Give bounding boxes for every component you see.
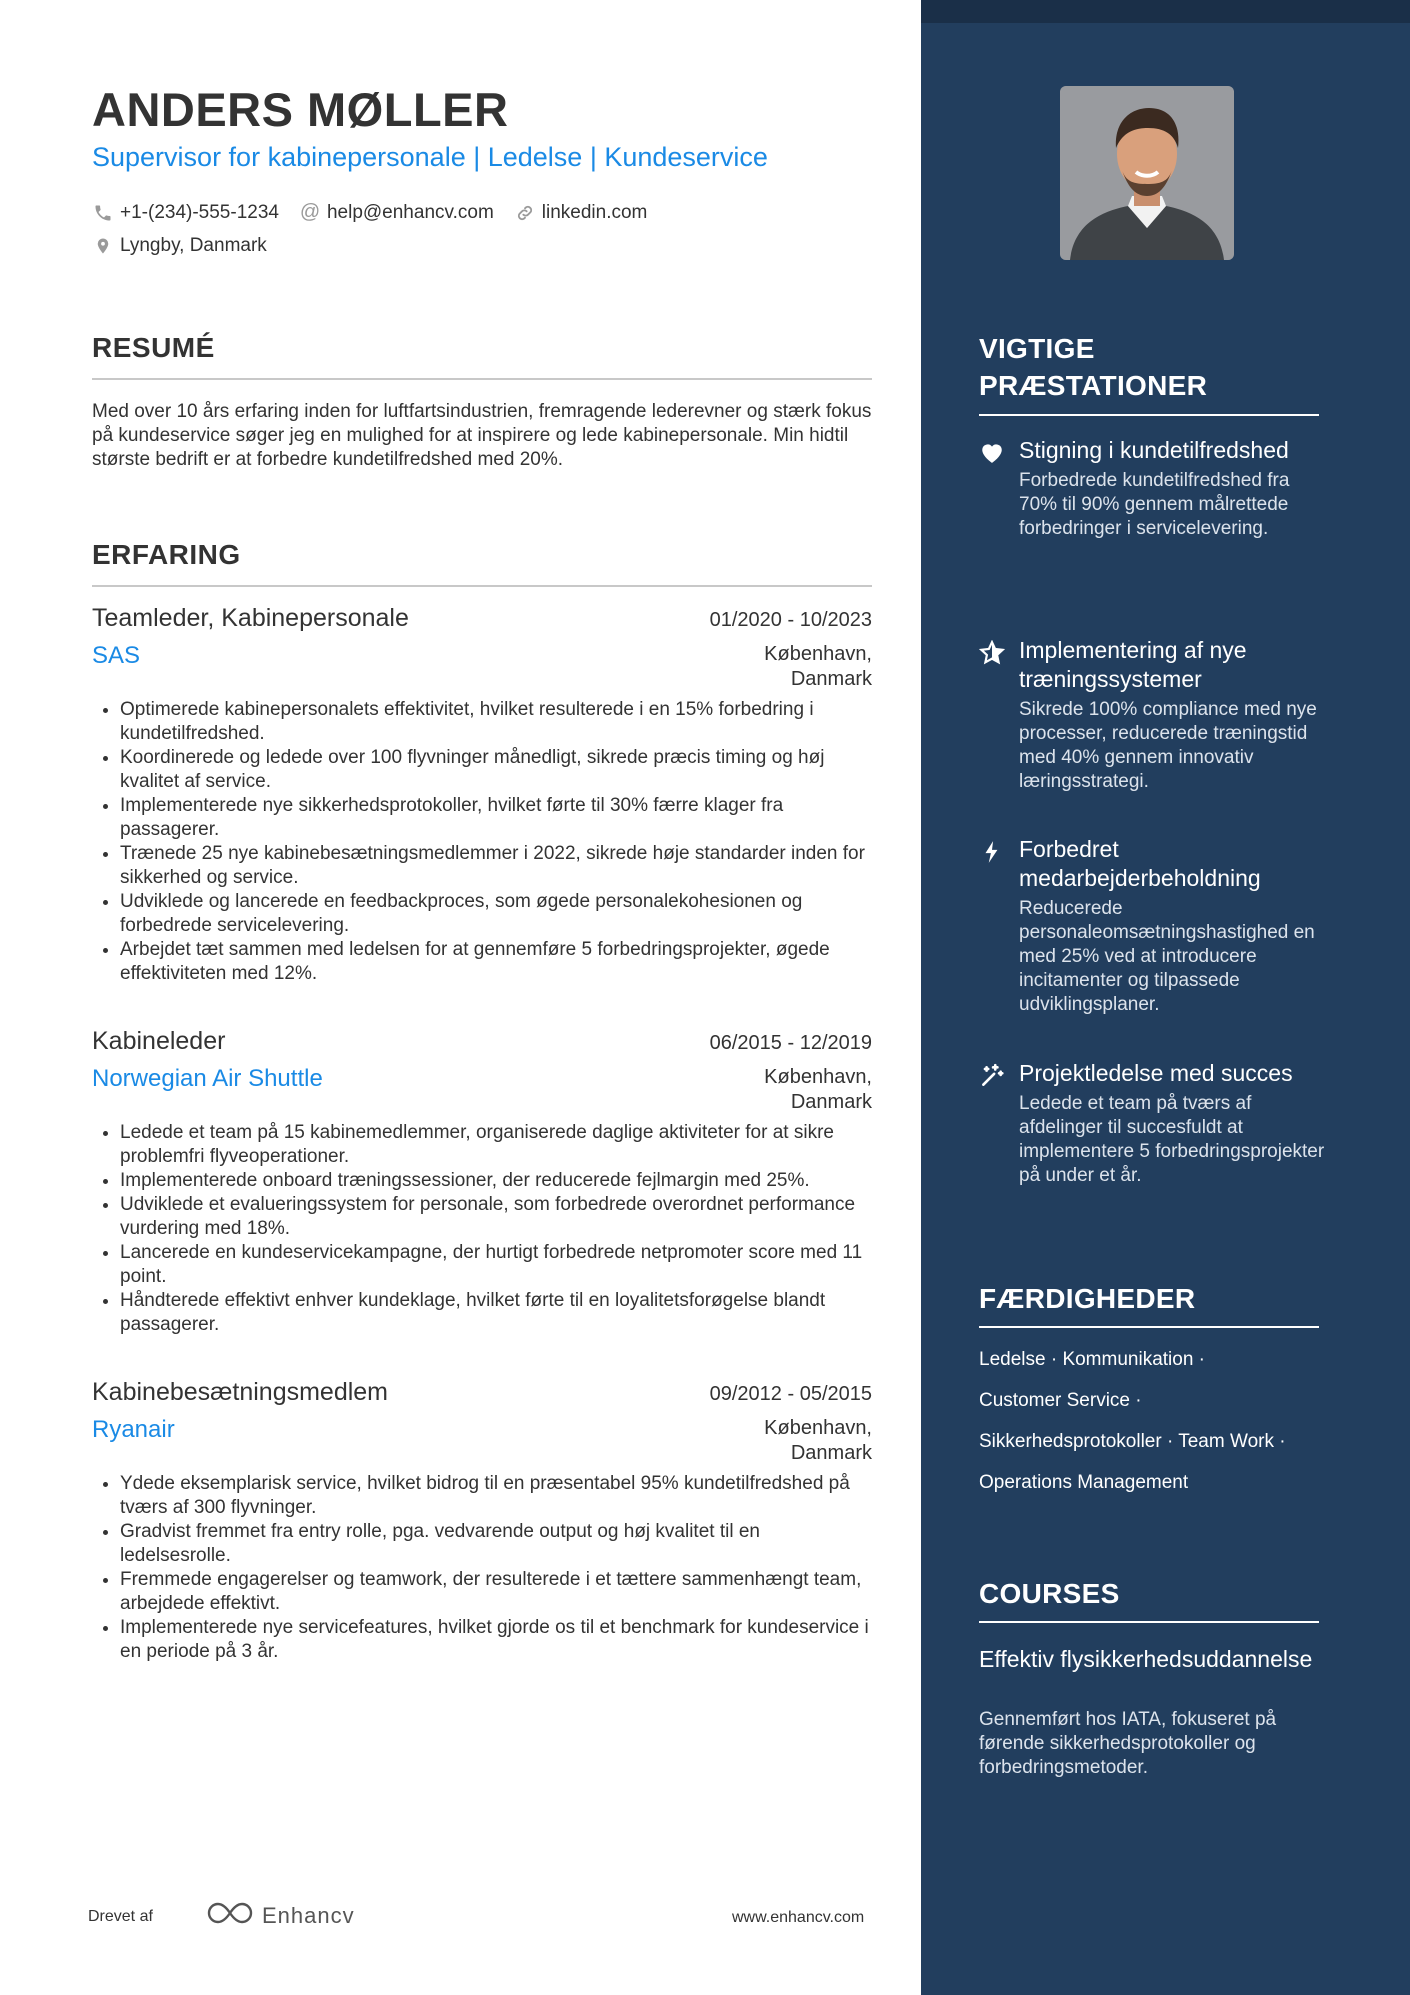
sidebar-top-bar — [921, 0, 1410, 23]
job-location-country: Danmark — [790, 1091, 872, 1113]
achievement-item — [979, 636, 1329, 794]
job-date: 06/2015 - 12/2019 — [709, 1032, 872, 1054]
phone-icon — [92, 202, 114, 224]
achievement-desc: Forbedrede kundetilfredshed fra 70% til 90% gennem målrettede forbedringer i servicelevering. — [1019, 470, 1290, 539]
job-bullets — [92, 1472, 872, 1664]
skills-divider — [979, 1326, 1319, 1328]
company-name: SAS — [92, 642, 141, 669]
courses-divider — [979, 1621, 1319, 1623]
bullet-item: • Udviklede et evalueringssystem for personale, som forbedrede overordnet performance vurdering med 18%. — [120, 1193, 872, 1241]
linkedin-link[interactable]: linkedin.com — [541, 201, 648, 223]
job-entry — [92, 1378, 872, 1664]
job-location — [712, 1416, 872, 1466]
brand-name: Enhancv — [262, 1902, 355, 1928]
candidate-name: ANDERS MØLLER — [92, 83, 509, 136]
job-bullets — [92, 698, 872, 986]
experience-divider — [92, 585, 872, 587]
skills-title: FÆRDIGHEDER — [979, 1283, 1196, 1314]
bullet-item: • Udviklede og lancerede en feedbackproces, som øgede personalekohesionen og forbedrede servicelevering. — [120, 890, 872, 938]
job-location-city: København, — [764, 1417, 872, 1439]
magic-wand-icon — [979, 1063, 1005, 1089]
course-desc: Gennemført hos IATA, fokuseret på førende sikkerhedsprotokoller og forbedringsmetoder. — [979, 1709, 1277, 1778]
linkedin-item — [514, 202, 648, 224]
bullet-item: • Lancerede en kundeservicekampagne, der hurtigt forbedrede netpromoter score med 11 point. — [120, 1241, 872, 1289]
bullet-item: • Implementerede onboard træningssessioner, der reducerede fejlmargin med 25%. — [120, 1169, 872, 1193]
job-location-country: Danmark — [790, 668, 872, 690]
bullet-item: • Fremmede engagerelser og teamwork, der resulterede i et tættere sammenhængt team, arbejdede effektivt. — [120, 1568, 872, 1616]
skill-line: Customer Service · — [979, 1390, 1142, 1411]
job-location — [712, 1065, 872, 1115]
achievement-desc: Sikrede 100% compliance med nye processer, reducerede træningstid med 40% gennem innovativ læringsstrategi. — [1019, 699, 1317, 792]
job-location — [712, 642, 872, 692]
skill-line: Operations Management — [979, 1472, 1189, 1493]
achievements-title-line: PRÆSTATIONER — [979, 370, 1208, 401]
powered-by-label: Drevet af — [88, 1908, 153, 1925]
bullet-item: • Ydede eksemplarisk service, hvilket bidrog til en præsentabel 95% kundetilfredshed på tværs af 300 flyvninger. — [120, 1472, 872, 1520]
course-title: Effektiv flysikkerhedsuddannelse — [979, 1646, 1313, 1672]
email-link[interactable]: help@enhancv.com — [326, 201, 494, 223]
bullet-item: • Håndterede effektivt enhver kundeklage, hvilket førte til en loyalitetsforøgelse blandt passagerer. — [120, 1289, 872, 1337]
achievement-title: Forbedret medarbejderbeholdning — [1019, 836, 1261, 891]
link-icon — [514, 202, 536, 224]
bullet-item: • Optimerede kabinepersonalets effektivitet, hvilket resulterede i en 15% forbedring i kundetilfredshed. — [120, 698, 872, 746]
job-location-city: København, — [764, 643, 872, 665]
bullet-item: • Koordinerede og ledede over 100 flyvninger månedligt, sikrede præcis timing og høj kvalitet af service. — [120, 746, 872, 794]
sidebar — [921, 0, 1410, 1995]
job-title: Kabinebesætningsmedlem — [92, 1378, 389, 1406]
bullet-item: • Trænede 25 nye kabinebesætningsmedlemmer i 2022, sikrede høje standarder inden for sikkerhed og service. — [120, 842, 872, 890]
heart-icon — [979, 440, 1005, 466]
summary-divider — [92, 378, 872, 380]
job-date: 01/2020 - 10/2023 — [709, 609, 872, 631]
achievement-item — [979, 436, 1329, 541]
infinity-logo-icon — [206, 1900, 254, 1931]
courses-title: COURSES — [979, 1578, 1120, 1609]
bullet-item: • Ledede et team på 15 kabinemedlemmer, organiserede daglige aktiviteter for at sikre problemfri flyveoperationer. — [120, 1121, 872, 1169]
profile-photo — [1060, 86, 1234, 260]
job-title: Teamleder, Kabinepersonale — [92, 604, 409, 632]
achievement-title: Projektledelse med succes — [1019, 1060, 1293, 1086]
achievement-item — [979, 835, 1329, 1017]
achievement-title: Stigning i kundetilfredshed — [1019, 437, 1289, 463]
job-location-country: Danmark — [790, 1442, 872, 1464]
headline: Supervisor for kabinepersonale | Ledelse | Kundeservice — [92, 142, 768, 172]
job-entry — [92, 604, 872, 986]
location-pin-icon — [92, 235, 114, 257]
location-text: Lyngby, Danmark — [120, 234, 267, 256]
skills-list — [979, 1345, 1339, 1509]
summary-text: Med over 10 års erfaring inden for luftfartsindustrien, fremragende lederevner og stærk fokus på kundeservice søger jeg en mulighed for at inspirere og lede kabinepersonale. Min hidtil største bedrift er at forbedre kundetilfredshed med 20%. — [92, 401, 872, 470]
achievement-desc: Ledede et team på tværs af afdelinger til succesfuldt at implementere 5 forbedringsprojekter på under et år. — [1019, 1093, 1325, 1186]
achievements-divider — [979, 414, 1319, 416]
footer-url-link[interactable]: www.enhancv.com — [732, 1909, 865, 1926]
achievements-title-line: VIGTIGE — [979, 333, 1095, 364]
experience-title: ERFARING — [92, 539, 241, 570]
email-item — [299, 202, 494, 224]
company-name: Ryanair — [92, 1416, 175, 1443]
company-name: Norwegian Air Shuttle — [92, 1065, 323, 1092]
job-title: Kabineleder — [92, 1027, 226, 1055]
bullet-item: • Arbejdet tæt sammen med ledelsen for at gennemføre 5 forbedringsprojekter, øgede effektiviteten med 12%. — [120, 938, 872, 986]
location-item — [92, 235, 267, 257]
lightning-icon — [979, 839, 1005, 865]
at-icon: @ — [299, 201, 321, 223]
summary-title: RESUMÉ — [92, 332, 215, 363]
phone-text[interactable]: +1-(234)-555-1234 — [120, 201, 279, 223]
achievement-desc: Reducerede personaleomsætningshastighed en med 25% ved at introducere incitamenter og tilpassede udviklingsplaner. — [1019, 898, 1315, 1015]
enhancv-logo[interactable] — [206, 1900, 355, 1931]
job-date: 09/2012 - 05/2015 — [709, 1383, 872, 1405]
bullet-item: • Gradvist fremmet fra entry rolle, pga. vedvarende output og høj kvalitet til en ledelsesrolle. — [120, 1520, 872, 1568]
achievement-title: Implementering af nye træningssystemer — [1019, 637, 1247, 692]
achievement-item — [979, 1059, 1329, 1188]
skill-line: Ledelse · Kommunikation · — [979, 1349, 1205, 1370]
skill-line: Sikkerhedsprotokoller · Team Work · — [979, 1431, 1286, 1452]
bullet-item: • Implementerede nye sikkerhedsprotokoller, hvilket førte til 30% færre klager fra passagerer. — [120, 794, 872, 842]
star-icon — [979, 640, 1005, 666]
achievements-title — [979, 330, 1207, 404]
bullet-item: • Implementerede nye servicefeatures, hvilket gjorde os til et benchmark for kundeservice i en periode på 3 år. — [120, 1616, 872, 1664]
job-location-city: København, — [764, 1066, 872, 1088]
job-entry — [92, 1027, 872, 1337]
phone-item — [92, 202, 279, 224]
contact-info — [92, 196, 892, 262]
job-bullets — [92, 1121, 872, 1337]
